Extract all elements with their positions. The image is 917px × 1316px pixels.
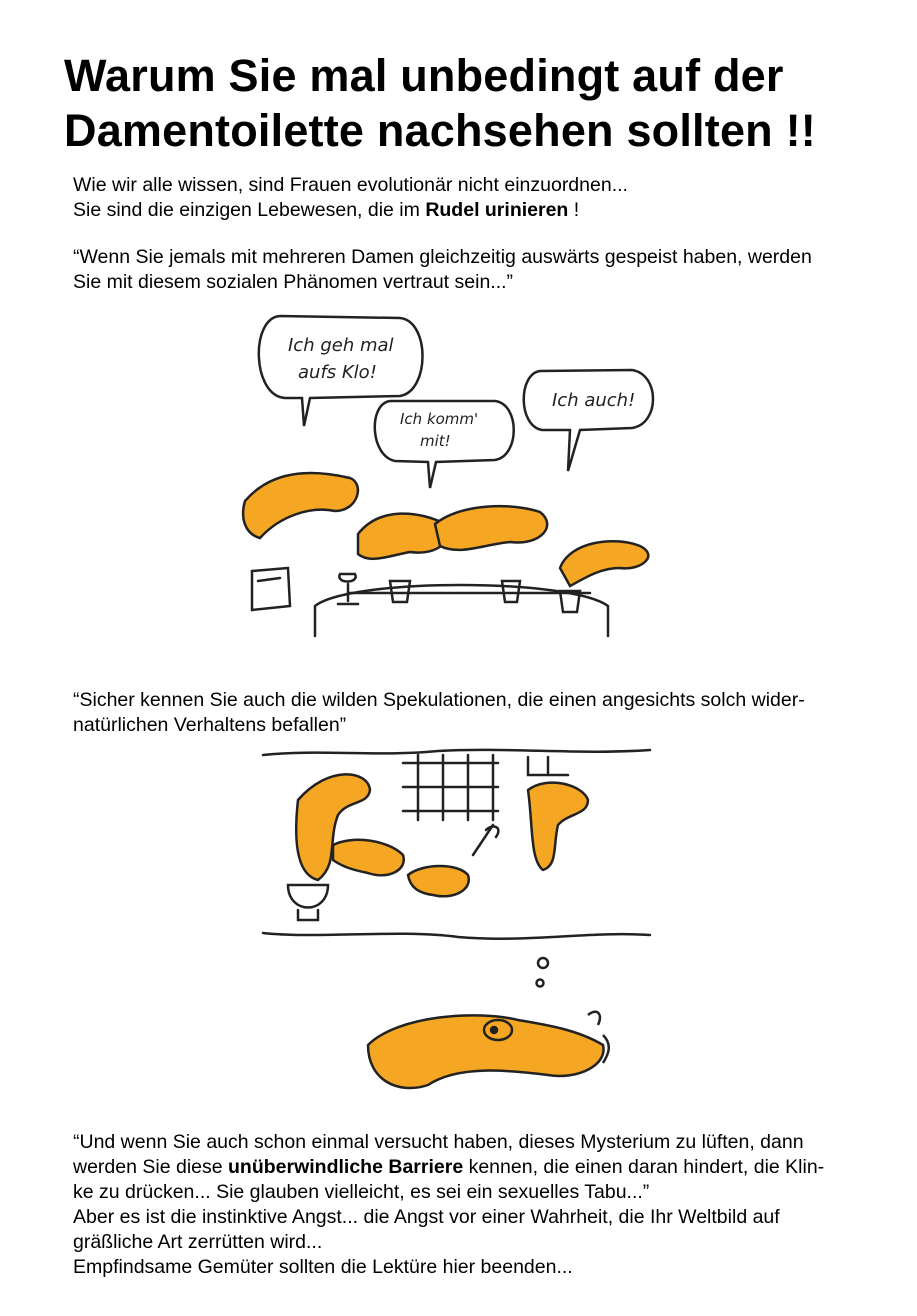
quote-3-bold-phrase: unüberwindliche Barriere <box>228 1156 464 1178</box>
restaurant-cartoon <box>240 306 670 646</box>
tile-grid <box>403 755 498 820</box>
thought-bubble-cartoon <box>258 745 658 1105</box>
woman-pupil <box>491 1027 497 1033</box>
brush <box>473 825 498 855</box>
quote-3-line-5: gräßliche Art zerrütten wird... <box>73 1231 323 1253</box>
intro-line-1: Wie wir alle wissen, sind Frauen evolutionär nicht einzuordnen... <box>73 174 628 196</box>
figure-middle-1 <box>333 840 404 875</box>
speech-bubble-3 <box>524 370 653 471</box>
intro-line-2-end: ! <box>568 199 580 221</box>
tile-grid-right <box>528 757 568 775</box>
woman-middle-1 <box>358 514 448 559</box>
bubble-1-text-line-2: aufs Klo! <box>298 362 377 383</box>
quote-1-paragraph <box>73 245 873 295</box>
chair-left <box>252 568 290 610</box>
thought-cloud-top <box>263 750 650 755</box>
bubble-3-text: Ich auch! <box>552 390 636 411</box>
intro-line-2-start: Sie sind die einzigen Lebewesen, die im <box>73 199 426 221</box>
bubble-2-text-line-2: mit! <box>420 432 451 450</box>
quote-2-line-2: natürlichen Verhaltens befallen” <box>73 714 347 736</box>
intro-bold-phrase: Rudel urinieren <box>425 199 569 221</box>
quote-3-line-2-start: werden Sie diese <box>73 1156 229 1178</box>
glass-1 <box>338 574 358 604</box>
quote-3-line-1: “Und wenn Sie auch schon einmal versucht haben, dieses Mysterium zu lüften, dann <box>73 1131 804 1153</box>
title-line-1: Warum Sie mal unbedingt auf der <box>64 50 784 101</box>
glass-3 <box>502 581 520 602</box>
quote-1-line-2: Sie mit diesem sozialen Phänomen vertraut sein...” <box>73 271 514 293</box>
glass-2 <box>390 581 410 602</box>
quote-3-line-2 <box>73 1155 873 1180</box>
woman-left-head <box>243 473 358 538</box>
intro-line-2 <box>73 198 873 223</box>
quote-3-paragraph <box>73 1130 873 1280</box>
woman-middle-2 <box>435 506 547 550</box>
quote-3-line-2-end: kennen, die einen daran hindert, die Klin- <box>463 1156 825 1178</box>
figure-right <box>528 783 588 870</box>
quote-3-line-6: Empfindsame Gemüter sollten die Lektüre hier beenden... <box>73 1256 573 1278</box>
quote-2-line-1: “Sicher kennen Sie auch die wilden Spekulationen, die einen angesichts solch wider- <box>73 689 805 711</box>
thought-cloud-bottom <box>263 933 650 939</box>
bubble-2-text-line-1: Ich komm' <box>400 410 479 428</box>
thought-dot-1 <box>538 958 548 968</box>
quote-2-paragraph <box>73 688 873 738</box>
quote-3-line-4: Aber es ist die instinktive Angst... die Angst vor einer Wahrheit, die Ihr Weltbild auf <box>73 1206 780 1228</box>
woman-right <box>560 541 648 586</box>
toilet <box>288 885 328 920</box>
thought-dot-2 <box>537 980 544 987</box>
title-line-2: Damentoilette nachsehen sollten !! <box>64 105 816 156</box>
page-title <box>64 48 894 158</box>
figure-middle-2 <box>408 866 469 896</box>
bubble-1-text-line-1: Ich geh mal <box>288 335 394 356</box>
quote-3-line-3: ke zu drücken... Sie glauben vielleicht, es sei ein sexuelles Tabu...” <box>73 1181 650 1203</box>
intro-paragraph <box>73 173 873 223</box>
quote-1-line-1: “Wenn Sie jemals mit mehreren Damen gleichzeitig auswärts gespeist haben, werden <box>73 246 812 268</box>
